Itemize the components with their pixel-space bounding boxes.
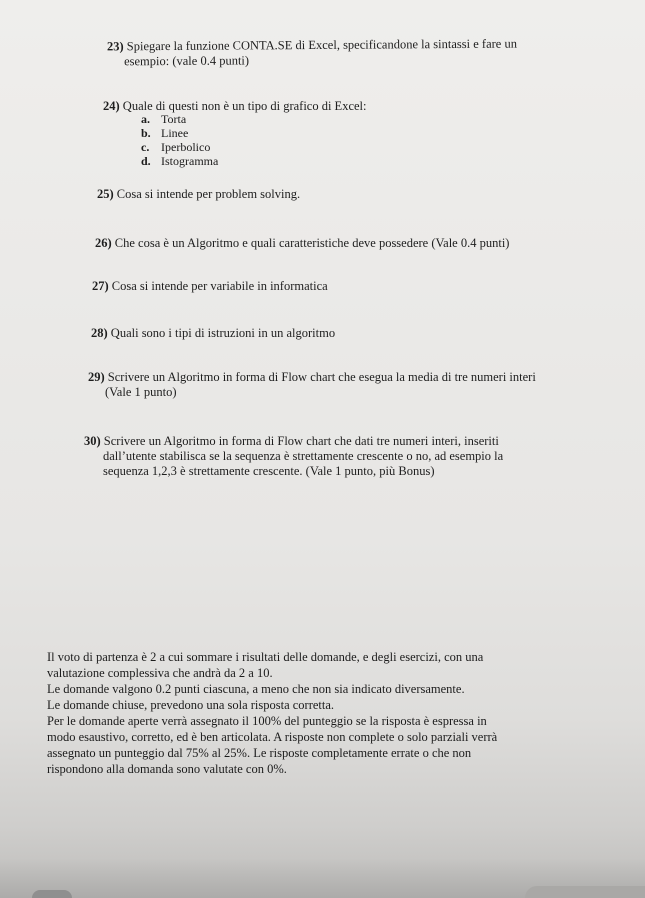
question-text: Spiegare la funzione CONTA.SE di Excel, specificandone la sintassi e fare un xyxy=(126,36,517,54)
question-27 xyxy=(92,279,328,294)
question-30 xyxy=(84,434,503,479)
question-number: 25) xyxy=(97,187,114,201)
option-d: d. Istogramma xyxy=(141,154,219,168)
grading-line: Per le domande aperte verrà assegnato il 100% del punteggio se la risposta è espressa in xyxy=(47,714,487,728)
question-25 xyxy=(97,187,300,202)
question-text-cont: sequenza 1,2,3 è strettamente crescente. (Vale 1 punto, più Bonus) xyxy=(103,464,435,478)
grading-line: modo esaustivo, corretto, ed è ben articolata. A risposte non complete o solo parziali verrà xyxy=(47,730,498,744)
option-b: b. Linee xyxy=(141,126,189,140)
grading-line: rispondono alla domanda sono valutate con 0%. xyxy=(47,762,287,776)
question-29 xyxy=(88,370,536,400)
question-text: Quali sono i tipi di istruzioni in un algoritmo xyxy=(110,326,336,340)
question-number: 26) xyxy=(95,236,112,250)
question-text: Scrivere un Algoritmo in forma di Flow chart che dati tre numeri interi, inseriti xyxy=(103,434,499,448)
question-23 xyxy=(107,37,517,70)
grading-line: assegnato un punteggio dal 75% al 25%. Le risposte completamente errate o che non xyxy=(47,746,472,760)
question-number: 30) xyxy=(84,434,101,448)
question-number: 29) xyxy=(88,370,105,384)
question-24-options xyxy=(141,112,218,168)
question-text-cont: esempio: (vale 0.4 punti) xyxy=(124,53,250,69)
grading-notes xyxy=(47,649,607,777)
option-a: a. Torta xyxy=(141,112,187,126)
grading-line: valutazione complessiva che andrà da 2 a 10. xyxy=(47,666,273,680)
question-text-cont: (Vale 1 punto) xyxy=(105,385,177,399)
question-text: Che cosa è un Algoritmo e quali caratteristiche deve possedere (Vale 0.4 punti) xyxy=(114,236,510,250)
question-text: Cosa si intende per problem solving. xyxy=(116,187,301,201)
question-text: Quale di questi non è un tipo di grafico di Excel: xyxy=(122,99,367,113)
question-text: Cosa si intende per variabile in informatica xyxy=(111,279,328,293)
option-c: c. Iperbolico xyxy=(141,140,211,154)
grading-line: Il voto di partenza è 2 a cui sommare i risultati delle domande, e degli esercizi, con una xyxy=(47,650,484,664)
corner-shape xyxy=(32,890,72,898)
question-number: 24) xyxy=(103,99,120,113)
question-number: 28) xyxy=(91,326,108,340)
question-text: Scrivere un Algoritmo in forma di Flow chart che esegua la media di tre numeri interi xyxy=(107,370,536,384)
question-28 xyxy=(91,326,335,341)
question-text-cont: dall’utente stabilisca se la sequenza è strettamente crescente o no, ad esempio la xyxy=(103,449,504,463)
question-number: 23) xyxy=(106,39,124,54)
grading-line: Le domande chiuse, prevedono una sola risposta corretta. xyxy=(47,698,335,712)
corner-shape-right xyxy=(525,886,645,898)
question-number: 27) xyxy=(92,279,109,293)
question-26 xyxy=(95,236,509,251)
grading-line: Le domande valgono 0.2 punti ciascuna, a meno che non sia indicato diversamente. xyxy=(47,682,465,696)
